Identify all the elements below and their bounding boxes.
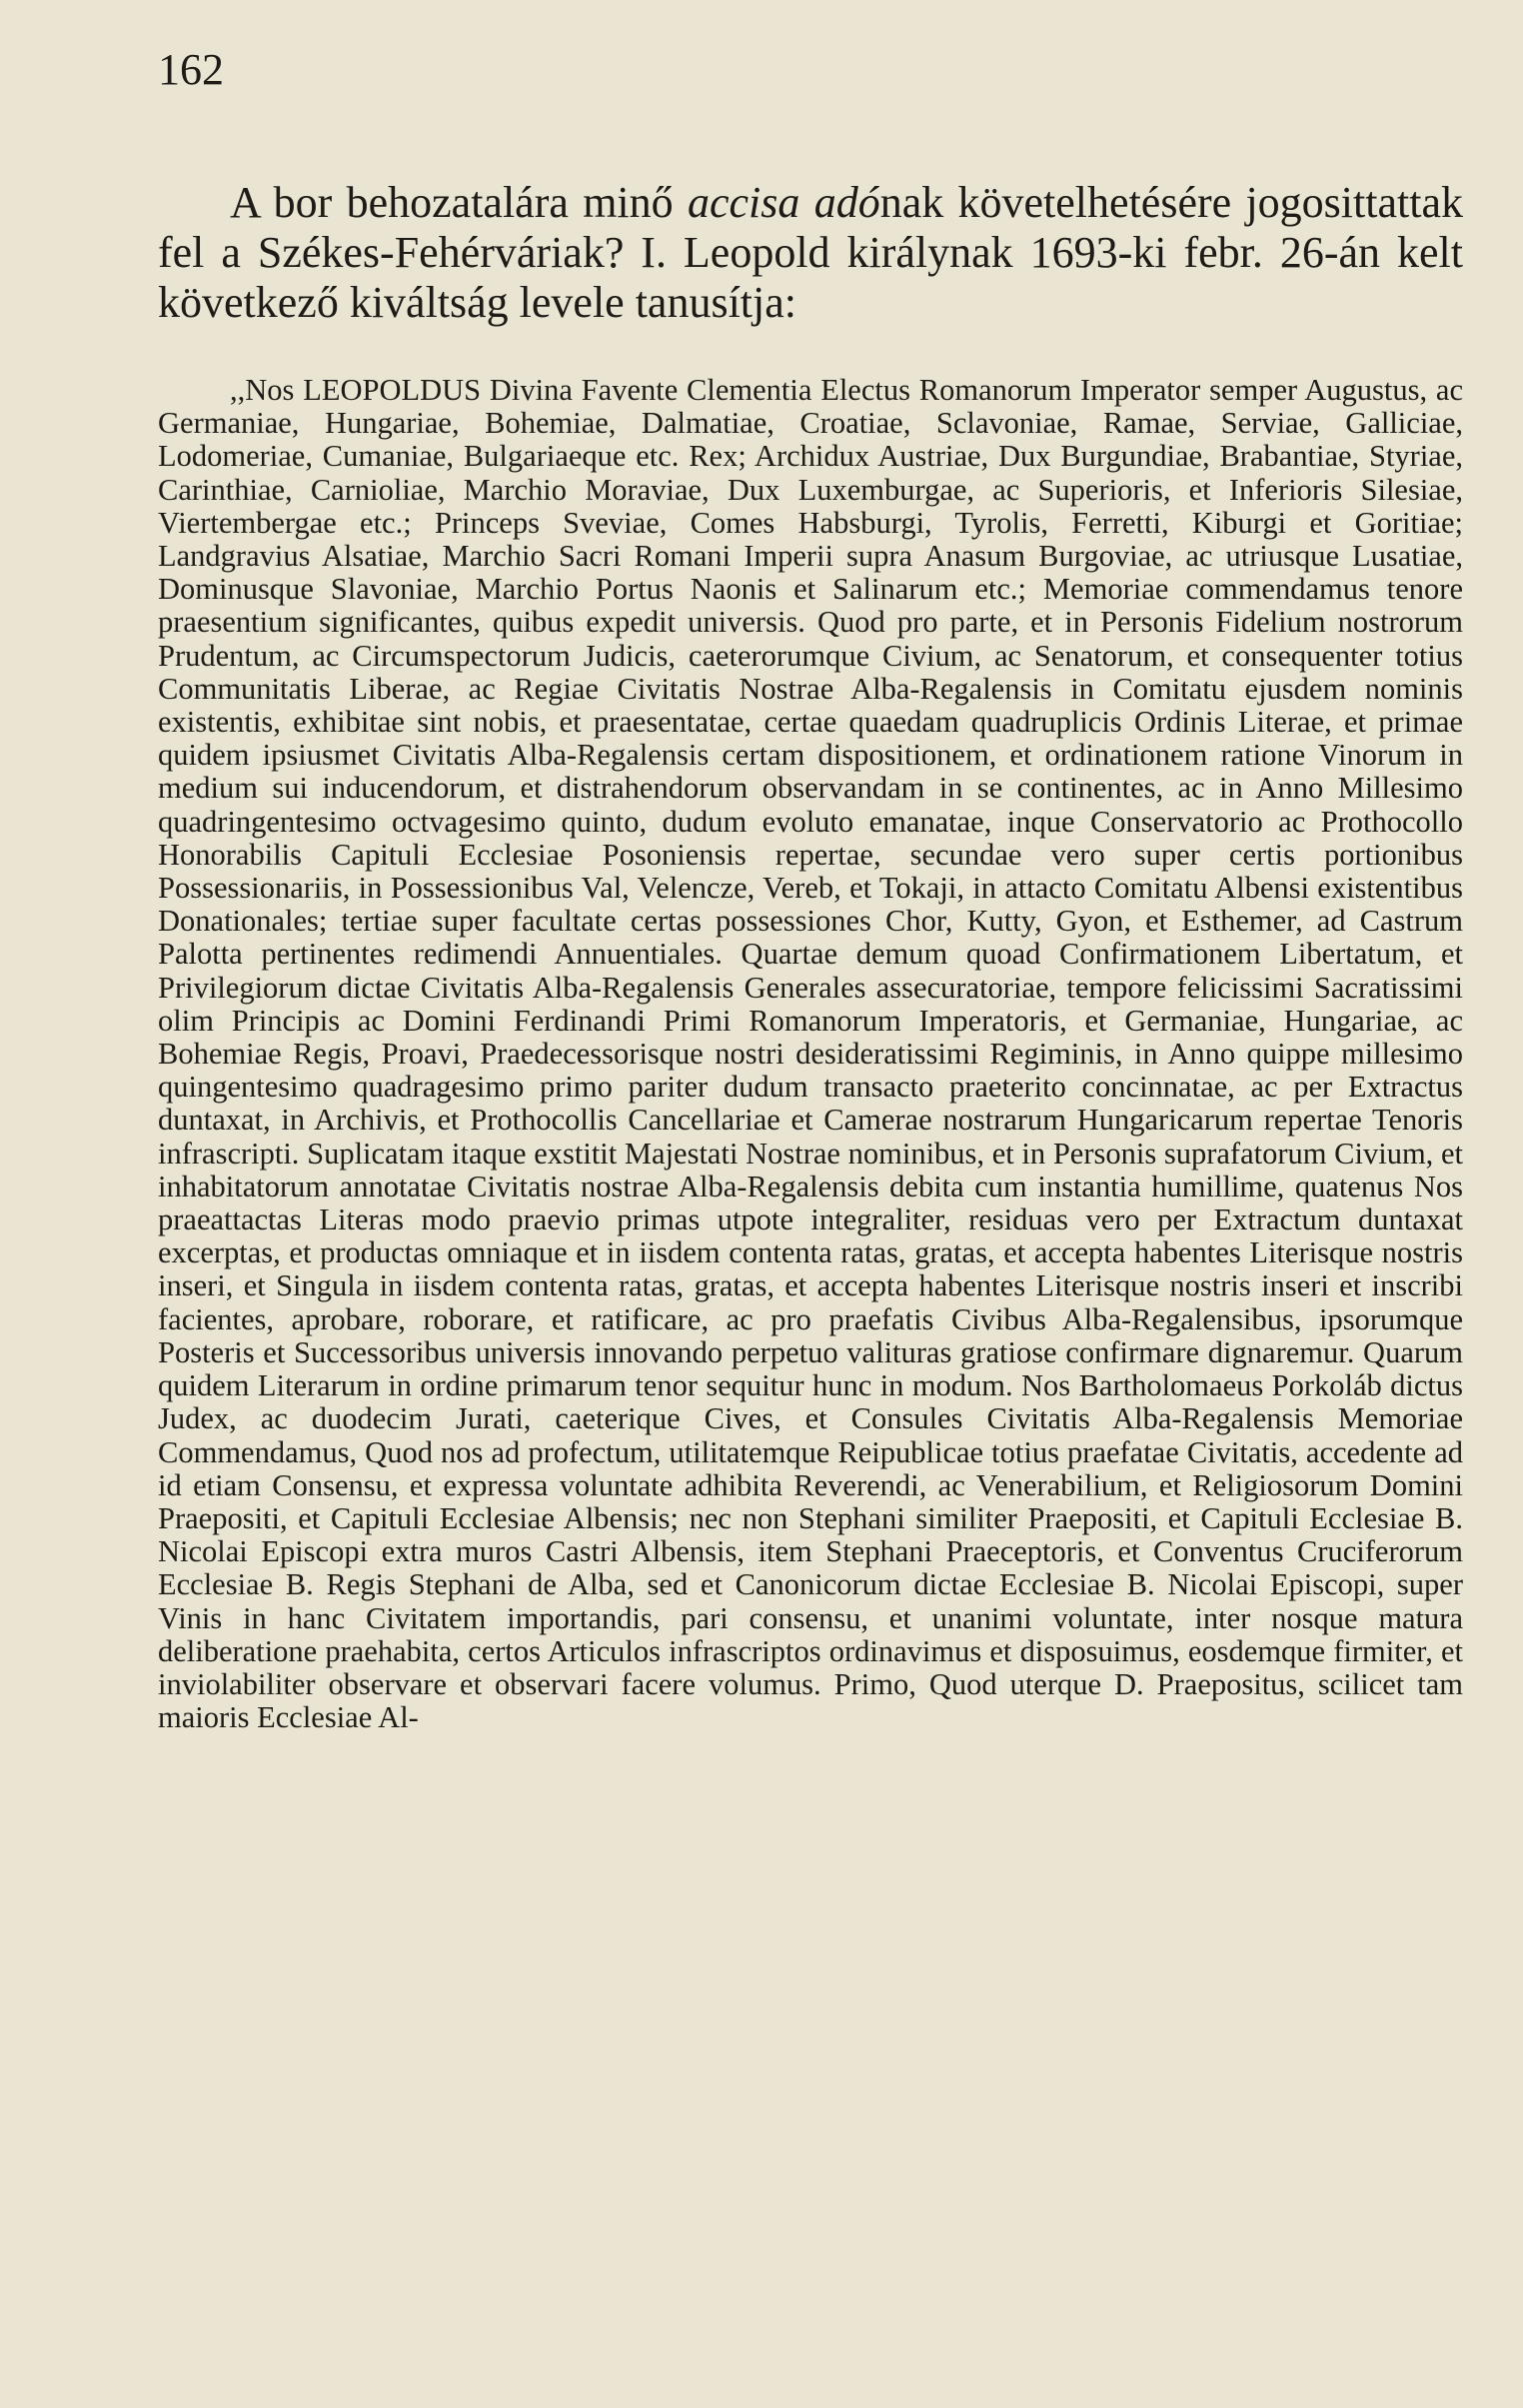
intro-text-start: A bor behozatalára minő	[230, 178, 688, 227]
charter-text: ,,Nos LEOPOLDUS Divina Favente Clementia Electus Romanorum Imperator semper Augustus, ac Germaniae, Hungariae, Bohemiae, Dalmatiae, Croatiae, Sclavoniae, Ramae, Serviae, Galliciae, Lodomeriae, Cumaniae, Bulgariaeque etc. Rex; Archidux Austriae, Dux Burgundiae, Brabantiae, Styriae, Carinthiae, Carnioliae, Marchio Moraviae, Dux Luxemburgae, ac Superioris, et Inferioris Silesiae, Viertembergae etc.; Princeps Sveviae, Comes Habsburgi, Tyrolis, Ferretti, Kiburgi et Goritiae; Landgravius Alsatiae, Marchio Sacri Romani Imperii supra Anasum Burgoviae, ac utriusque Lusatiae, Dominusque Slavoniae, Marchio Portus Naonis et Salinarum etc.; Memoriae commendamus tenore praesentium significantes, quibus expedit universis. Quod pro parte, et in Personis Fidelium nostrorum Prudentum, ac Circumspectorum Judicis, caeterorumque Civium, ac Senatorum, et consequenter totius Communitatis Liberae, ac Regiae Civitatis Nostrae Alba-Regalensis in Comitatu ejusdem nominis existentis, exhibitae sint nobis, et praesentatae, certae quaedam quadruplicis Ordinis Literae, et primae quidem ipsiusmet Civitatis Alba-Regalensis certam dispositionem, et ordinationem ratione Vinorum in medium sui inducendorum, et distrahendorum observandam in se continentes, ac in Anno Millesimo quadringentesimo octvagesimo quinto, dudum evoluto emanatae, inque Conservatorio ac Prothocollo Honorabilis Capituli Ecclesiae Posoniensis repertae, secundae vero super certis portionibus Possessionariis, in Possessionibus Val, Velencze, Vereb, et Tokaji, in attacto Comitatu Albensi existentibus Donationales; tertiae super facultate certas possessiones Chor, Kutty, Gyon, et Esthemer, ad Castrum Palotta pertinentes redimendi Annuentiales. Quartae demum quoad Confirmationem Libertatum, et Privilegiorum dictae Civitatis Alba-Regalensis Generales assecuratoriae, tempore felicissimi Sacratissimi olim Principis ac Domini Ferdinandi Primi Romanorum Imperatoris, et Germaniae, Hungariae, ac Bohemiae Regis, Proavi, Praedecessorisque nostri desideratissimi Regiminis, in Anno quippe millesimo quingentesimo quadragesimo primo pariter dudum transacto praeterito concinnatae, ac per Extractus duntaxat, in Archivis, et Prothocollis Cancellariae et Camerae nostrarum Hungaricarum repertae Tenoris infrascripti. Suplicatam itaque exstitit Majestati Nostrae nominibus, et in Personis suprafatorum Civium, et inhabitatorum annotatae Civitatis nostrae Alba-Regalensis debita cum instantia humillime, quatenus Nos praeattactas Literas modo praevio primas utpote integraliter, residuas vero per Extractum duntaxat excerptas, et productas omniaque et in iisdem contenta ratas, gratas, et accepta habentes Literisque nostris inseri, et Singula in iisdem contenta ratas, gratas, et accepta habentes Literisque nostris inseri et inscribi facientes, aprobare, roborare, et ratificare, ac pro praefatis Civibus Alba-Regalensibus, ipsorumque Posteris et Successoribus universis innovando perpetuo valituras gratiose confirmare dignaremur. Quarum quidem Literarum in ordine primarum tenor sequitur hunc in modum. Nos Bartholomaeus Porkoláb dictus Judex, ac duodecim Jurati, caeterique Cives, et Consules Civitatis Alba-Regalensis Memoriae Commendamus, Quod nos ad profectum, utilitatemque Reipublicae totius praefatae Civitatis, accedente ad id etiam Consensu, et expressa voluntate adhibita Reverendi, ac Venerabilium, et Religiosorum Domini Praepositi, et Capituli Ecclesiae Albensis; nec non Stephani similiter Praepositi, et Capituli Ecclesiae B. Nicolai Episcopi extra muros Castri Albensis, item Stephani Praeceptoris, et Conventus Cruciferorum Ecclesiae B. Regis Stephani de Alba, sed et Canonicorum dictae Ecclesiae B. Nicolai Episcopi, super Vinis in hanc Civitatem importandis, pari consensu, et unanimi voluntate, inter nosque matura deliberatione praehabita, certos Articulos infrascriptos ordinavimus et disposuimus, eosdemque firmiter, et inviolabiliter observare et observari facere volumus. Primo, Quod uterque D. Praepositus, scilicet tam maioris Ecclesiae Al-	[158, 373, 1463, 1735]
page-number: 162	[158, 45, 224, 94]
intro-paragraph	[158, 178, 1463, 328]
intro-italic-accisa: accisa	[687, 178, 800, 227]
intro-text-end: nak követelhetésére jogosittattak fel a Székes-Fehérváriak? I. Leopold királynak 1693-ki febr. 26-án kelt következő kiváltság levele tanusítja:	[158, 178, 1463, 327]
intro-italic-ado: adó	[813, 178, 880, 227]
intro-text-space	[799, 178, 813, 227]
